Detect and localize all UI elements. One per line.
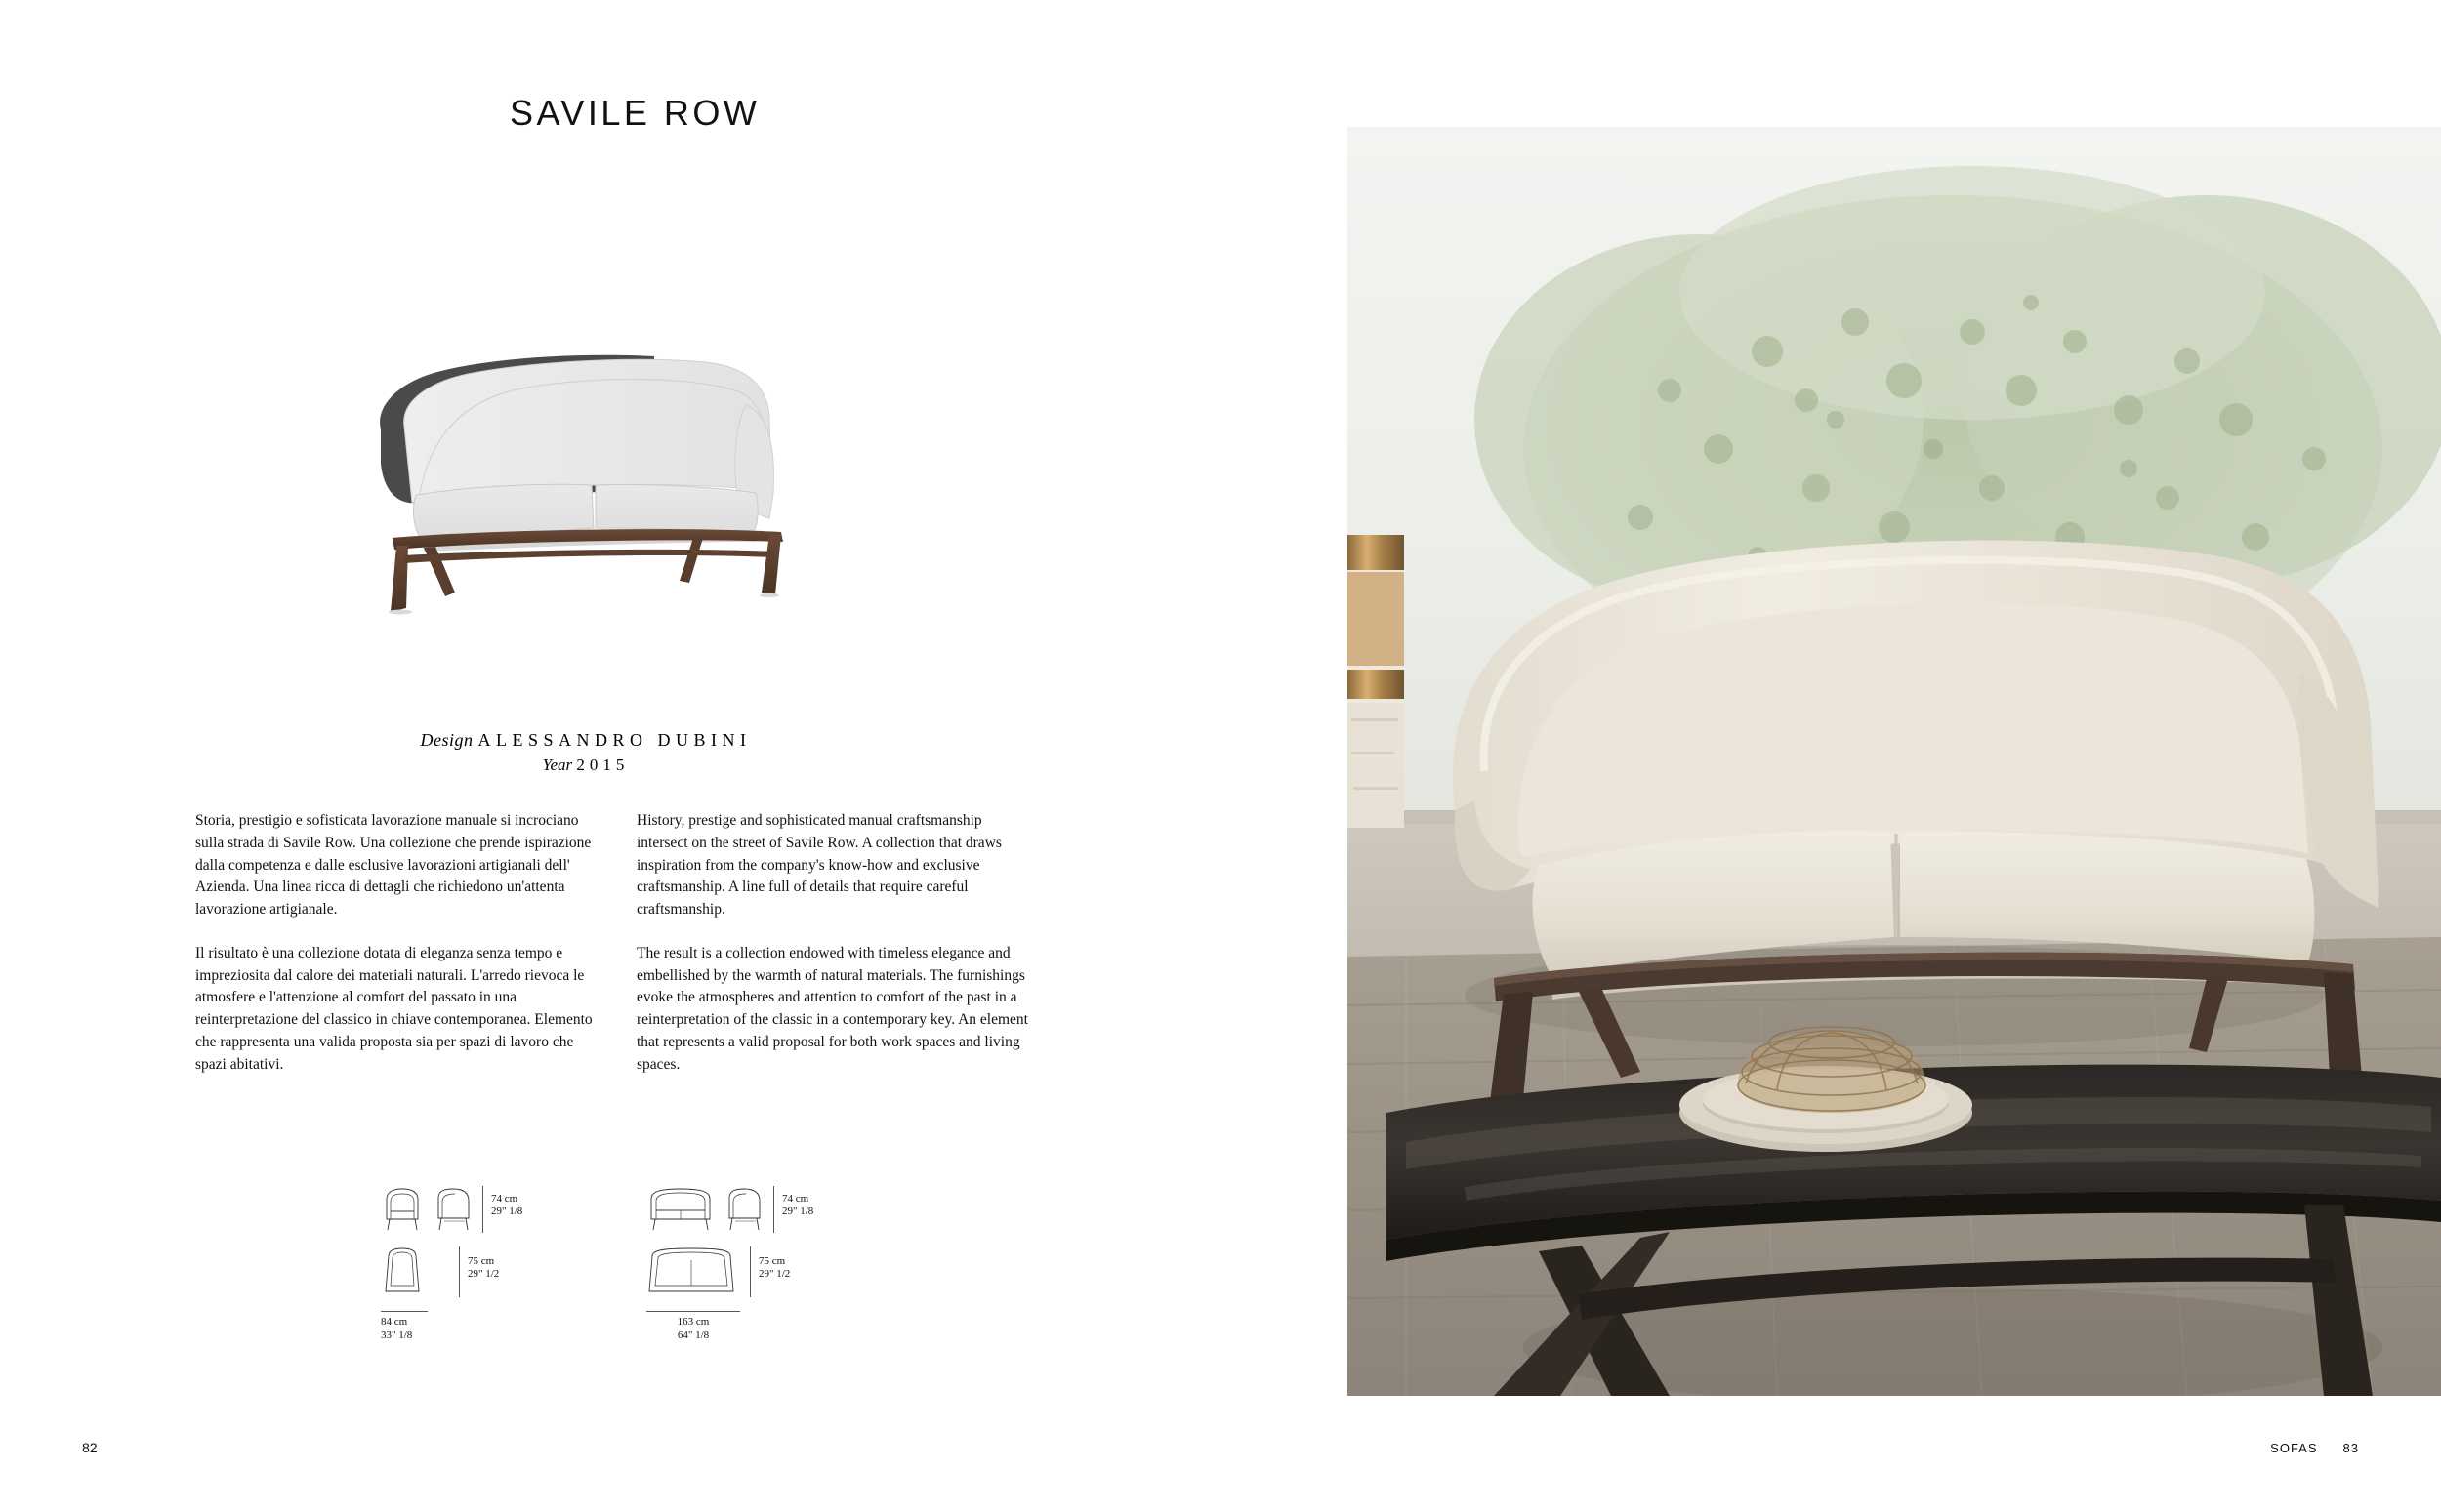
year-label: Year bbox=[542, 756, 573, 774]
sofa-depth-in: 29" 1/2 bbox=[759, 1268, 791, 1281]
designer-name: ALESSANDRO DUBINI bbox=[477, 730, 752, 750]
year-line bbox=[195, 756, 976, 775]
column-italian bbox=[195, 810, 594, 1077]
armchair-width-in: 33" 1/8 bbox=[381, 1328, 413, 1341]
armchair-side-elevation-icon bbox=[432, 1186, 475, 1233]
armchair-width-cm: 84 cm bbox=[381, 1316, 408, 1328]
armchair-depth-in: 29" 1/2 bbox=[468, 1268, 500, 1281]
dimension-group-sofa bbox=[646, 1186, 871, 1362]
column-english bbox=[637, 810, 1035, 1077]
armchair-front-elevation-icon bbox=[381, 1186, 424, 1233]
designer-line bbox=[195, 727, 976, 754]
dimension-diagrams bbox=[381, 1186, 840, 1362]
sofa-width-in: 64" 1/8 bbox=[677, 1328, 710, 1341]
page-number-left: 82 bbox=[82, 1440, 98, 1455]
armchair-height-cm: 74 cm bbox=[491, 1192, 518, 1205]
lifestyle-photo-svg bbox=[1347, 127, 2441, 1396]
right-page bbox=[1347, 0, 2441, 1512]
sofa-front-elevation-icon bbox=[646, 1186, 715, 1233]
armchair-height-in: 29" 1/8 bbox=[491, 1206, 523, 1218]
italian-paragraph-2: Il risultato è una collezione dotata di eleganza senza tempo e impreziosita dal calore dei materiali naturali. L'arredo rievoca le atmosfere e l'attenzione al comfort del passato in una reinterpretazione del classico in chiave contemporanea. Elemento che rappresenta una valida proposta sia per spazi di lavoro che spazi abitativi. bbox=[195, 944, 593, 1073]
armchair-depth-cm: 75 cm bbox=[468, 1254, 495, 1267]
sofa-height-in: 29" 1/8 bbox=[782, 1206, 814, 1218]
page-footer-right bbox=[2270, 1441, 2359, 1455]
sofa-illustration-svg bbox=[361, 347, 869, 630]
section-label: SOFAS bbox=[2270, 1441, 2318, 1455]
design-credit-block bbox=[195, 727, 976, 775]
product-illustration bbox=[361, 347, 869, 630]
dimension-group-armchair bbox=[381, 1186, 605, 1362]
english-paragraph-1: History, prestige and sophisticated manual craftsmanship intersect on the street of Savile Row. A collection that draws inspiration from the company's know-how and exclusive craftsmanship. A line full of details that require careful craftsmanship. bbox=[637, 812, 1002, 919]
italian-paragraph-1: Storia, prestigio e sofisticata lavorazione manuale si incrociano sulla strada di Savile Row. Una collezione che prende ispirazione dalla competenza e dalle esclusive lavorazioni artigianali dell' Azienda. Una linea ricca di dettagli che richiedono un'attenta lavorazione artigianale. bbox=[195, 812, 592, 919]
page-title: SAVILE ROW bbox=[510, 93, 761, 133]
english-paragraph-2: The result is a collection endowed with timeless elegance and embellished by the warmth of natural materials. The furnishings evoke the atmospheres and attention to comfort of the past in a reinterpretation of the classic in a contemporary key. An element that represents a valid proposal for both work spaces and living spaces. bbox=[637, 944, 1028, 1073]
sofa-side-elevation-icon bbox=[723, 1186, 765, 1233]
designer-label: Design bbox=[420, 730, 474, 750]
sofa-width-cm: 163 cm bbox=[677, 1316, 710, 1328]
lifestyle-photo bbox=[1347, 127, 2441, 1396]
sofa-height-cm: 74 cm bbox=[782, 1192, 809, 1205]
page-number-right: 83 bbox=[2342, 1441, 2359, 1455]
description-columns bbox=[195, 810, 1035, 1077]
sofa-depth-cm: 75 cm bbox=[759, 1254, 786, 1267]
sofa-plan-view-icon bbox=[646, 1246, 736, 1297]
armchair-plan-view-icon bbox=[381, 1246, 424, 1297]
year-value: 2015 bbox=[576, 756, 630, 774]
